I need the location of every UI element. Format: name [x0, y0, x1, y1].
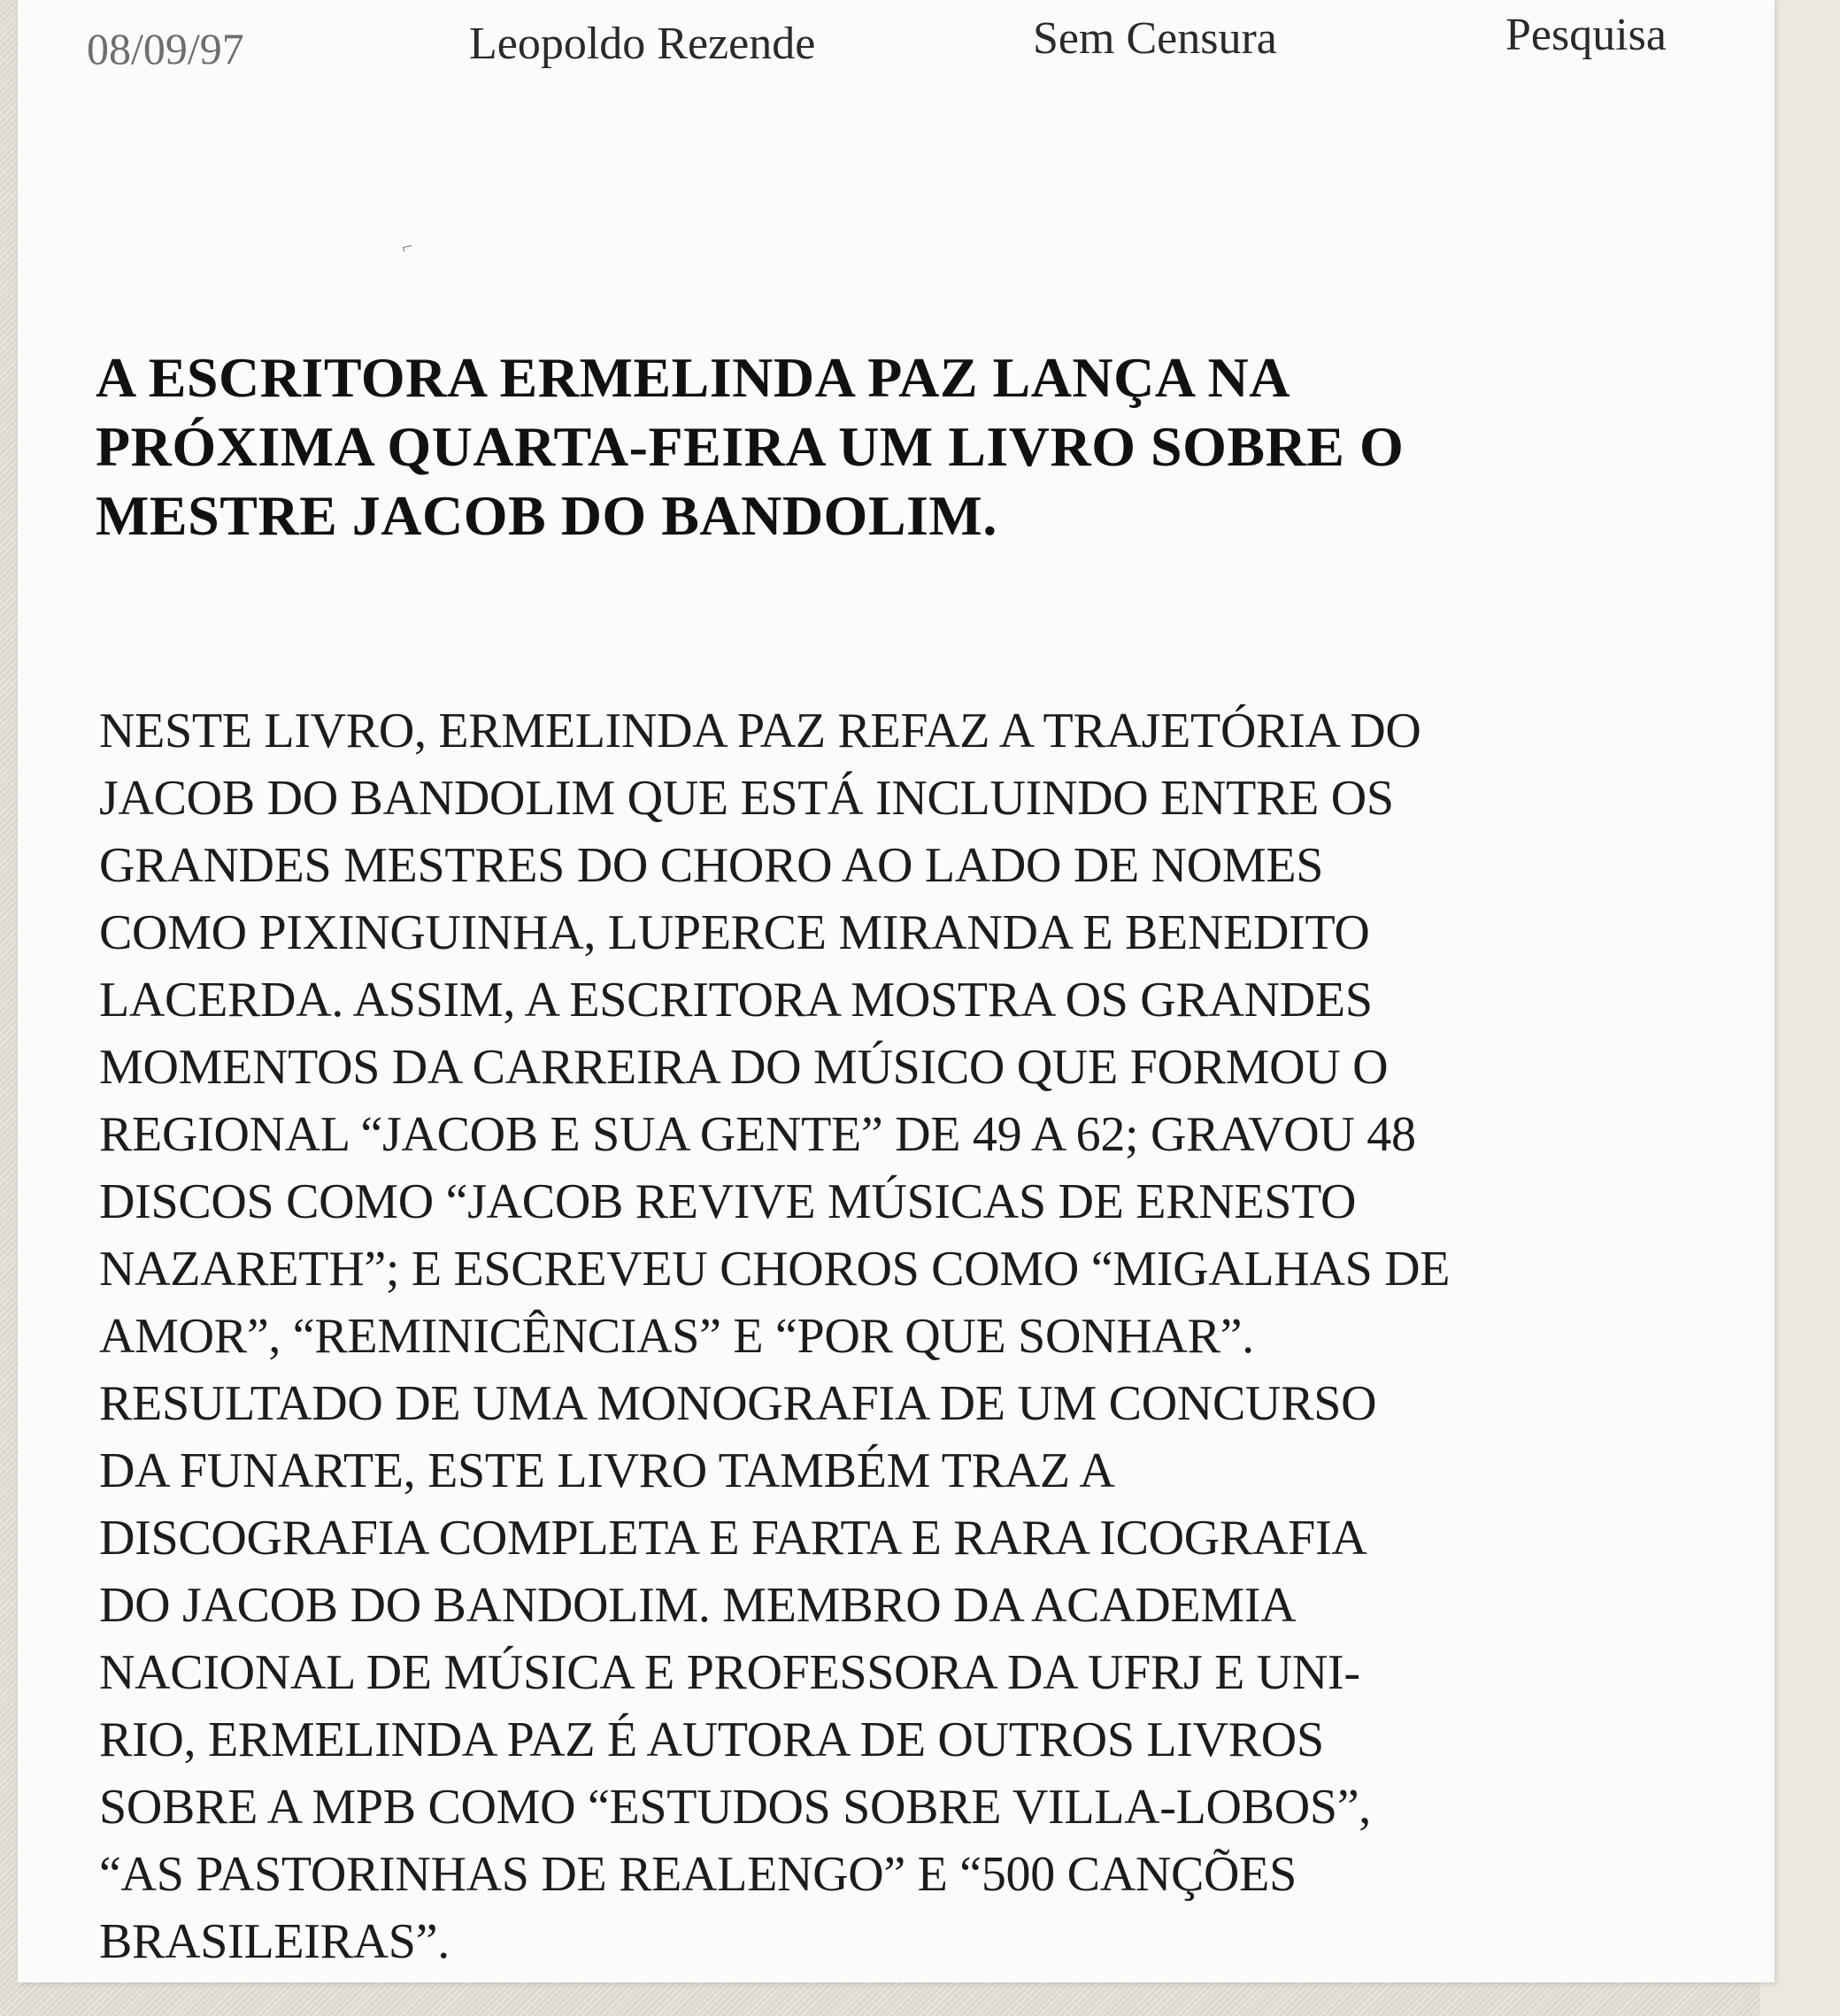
- header-program: Sem Censura: [1033, 13, 1277, 64]
- headline: [96, 343, 1742, 550]
- body-line: DO JACOB DO BANDOLIM. MEMBRO DA ACADEMIA: [99, 1578, 1297, 1633]
- body-line: DISCOGRAFIA COMPLETA E FARTA E RARA ICOGRAFIA: [99, 1511, 1367, 1566]
- body-line: RIO, ERMELINDA PAZ É AUTORA DE OUTROS LIVROS: [99, 1712, 1324, 1767]
- body-line: COMO PIXINGUINHA, LUPERCE MIRANDA E BENEDITO: [99, 905, 1370, 960]
- body-line: NACIONAL DE MÚSICA E PROFESSORA DA UFRJ E UNI-: [99, 1645, 1360, 1700]
- body-line: NAZARETH”; E ESCREVEU CHOROS COMO “MIGALHAS DE: [99, 1242, 1451, 1297]
- headline-line: A ESCRITORA ERMELINDA PAZ LANÇA NA: [96, 346, 1290, 409]
- headline-line: MESTRE JACOB DO BANDOLIM.: [96, 484, 997, 547]
- header-date: 08/09/97: [87, 24, 244, 73]
- body-line: DISCOS COMO “JACOB REVIVE MÚSICAS DE ERNESTO: [99, 1174, 1357, 1229]
- header-author: Leopoldo Rezende: [469, 19, 816, 69]
- body-line: REGIONAL “JACOB E SUA GENTE” DE 49 A 62; GRAVOU 48: [99, 1107, 1416, 1162]
- headline-line: PRÓXIMA QUARTA-FEIRA UM LIVRO SOBRE O: [96, 415, 1405, 478]
- document-page: [18, 0, 1775, 1982]
- body-line: “AS PASTORINHAS DE REALENGO” E “500 CANÇÕES: [99, 1847, 1297, 1902]
- body-line: SOBRE A MPB COMO “ESTUDOS SOBRE VILLA-LOBOS”,: [99, 1780, 1371, 1835]
- body-line: MOMENTOS DA CARREIRA DO MÚSICO QUE FORMOU O: [99, 1040, 1389, 1095]
- header-section: Pesquisa: [1505, 10, 1667, 60]
- body-line: GRANDES MESTRES DO CHORO AO LADO DE NOMES: [99, 838, 1324, 893]
- body-text: [99, 697, 1763, 1975]
- body-line: RESULTADO DE UMA MONOGRAFIA DE UM CONCURSO: [99, 1376, 1377, 1431]
- body-line: LACERDA. ASSIM, A ESCRITORA MOSTRA OS GRANDES: [99, 973, 1373, 1027]
- pen-mark: ⌐: [399, 234, 415, 258]
- body-line: DA FUNARTE, ESTE LIVRO TAMBÉM TRAZ A: [99, 1443, 1115, 1498]
- document-header: [18, 9, 1775, 80]
- body-line: NESTE LIVRO, ERMELINDA PAZ REFAZ A TRAJETÓRIA DO: [99, 704, 1421, 758]
- body-line: JACOB DO BANDOLIM QUE ESTÁ INCLUINDO ENTRE OS: [99, 771, 1394, 826]
- body-line: AMOR”, “REMINICÊNCIAS” E “POR QUE SONHAR”.: [99, 1309, 1254, 1364]
- body-line: BRASILEIRAS”.: [99, 1914, 450, 1969]
